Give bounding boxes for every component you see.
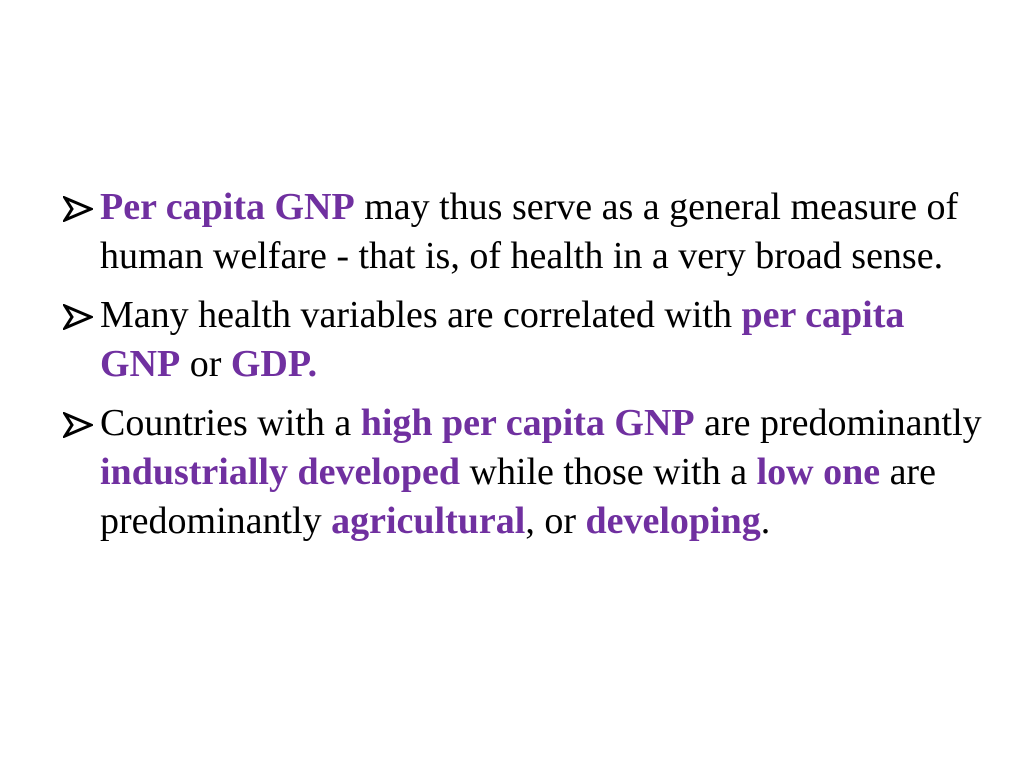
bullet-3-text-c: while those with a — [460, 451, 757, 493]
bullet-3-text-d: are predominantly — [100, 451, 936, 542]
bullet-3-highlight-developing: developing — [585, 500, 761, 542]
bullet-3-highlight-low-one: low one — [756, 451, 881, 493]
bullet-3-highlight-high-per-capita-gnp: high per capita GNP — [360, 402, 695, 444]
bullet-3-text-b: are predominantly — [694, 402, 982, 444]
bullet-2-highlight-gdp: GDP. — [230, 343, 318, 385]
bullet-item-3 — [62, 399, 992, 546]
bullet-3-highlight-agricultural: agricultural — [331, 500, 526, 542]
bullet-2-text-a: Many health variables are correlated with — [100, 294, 742, 336]
bullet-3-text-a: Countries with a — [100, 402, 361, 444]
bullet-2-highlight-per-capita-gnp: per capita GNP — [100, 294, 905, 385]
bullet-list — [62, 183, 992, 556]
bullet-3-highlight-industrially-developed: industrially developed — [100, 451, 460, 493]
bullet-3-text-e: , or — [525, 500, 586, 542]
bullet-2-text-b: or — [180, 343, 231, 385]
bullet-1-highlight-per-capita-gnp: Per capita GNP — [100, 186, 355, 228]
arrowhead-bullet-icon — [62, 291, 96, 340]
bullet-item-1 — [62, 183, 992, 281]
arrowhead-bullet-icon — [62, 399, 96, 448]
bullet-3-text-f: . — [760, 500, 771, 542]
bullet-item-2 — [62, 291, 992, 389]
arrowhead-bullet-icon — [62, 183, 96, 232]
bullet-1-text: may thus serve as a general measure of human welfare - that is, of health in a very broad sense. — [100, 186, 959, 277]
